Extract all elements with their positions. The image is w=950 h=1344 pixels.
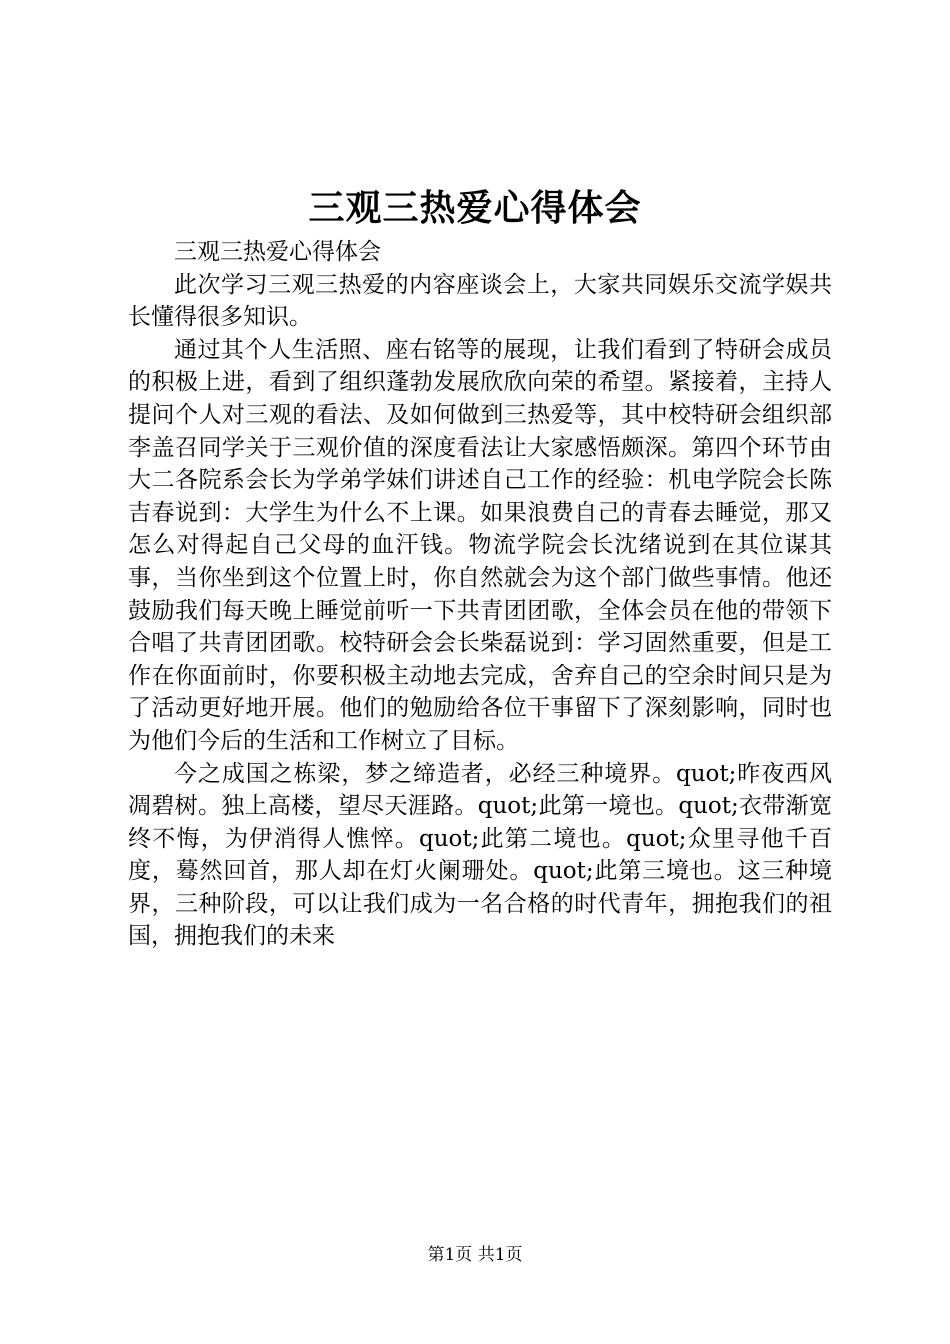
paragraph-main: 通过其个人生活照、座右铭等的展现，让我们看到了特研会成员的积极上进，看到了组织蓬勃发展欣欣向荣的希望。紧接着，主持人提问个人对三观的看法、及如何做到三热爱等，其中校特研会组织部李盖召同学关于三观价值的深度看法让大家感悟颇深。第四个环节由大二各院系会长为学弟学妹们讲述自己工作的经验：机电学院会长陈吉春说到：大学生为什么不上课。如果浪费自己的青春去睡觉，那又怎么对得起自己父母的血汗钱。物流学院会长沈绪说到在其位谋其事，当你坐到这个位置上时，你自然就会为这个部门做些事情。他还鼓励我们每天晚上睡觉前听一下共青团团歌，全体会员在他的带领下合唱了共青团团歌。校特研会会长柴磊说到：学习固然重要，但是工作在你面前时，你要积极主动地去完成，舍弃自己的空余时间只是为了活动更好地开展。他们的勉励给各位干事留下了深刻影响，同时也为他们今后的生活和工作树立了目标。 (128, 336, 832, 754)
paragraph-intro: 此次学习三观三热爱的内容座谈会上，大家共同娱乐交流学娱共长懂得很多知识。 (128, 271, 832, 331)
paragraph-conclusion: 今之成国之栋梁，梦之缔造者，必经三种境界。quot;昨夜西风凋碧树。独上高楼，望尽天涯路。quot;此第一境也。quot;衣带渐宽终不悔，为伊消得人憔悴。quot;此第二境也。quot;众里寻他千百度，蓦然回首，那人却在灯火阑珊处。quot;此第三境也。这三种境界，三种阶段，可以让我们成为一名合格的时代青年，拥抱我们的祖国，拥抱我们的未来 (128, 760, 832, 950)
document-body (128, 236, 832, 953)
document-title: 三观三热爱心得体会 (308, 187, 642, 229)
page-number-footer: 第1页 共1页 (427, 1245, 523, 1265)
paragraph-subtitle: 三观三热爱心得体会 (174, 239, 381, 265)
